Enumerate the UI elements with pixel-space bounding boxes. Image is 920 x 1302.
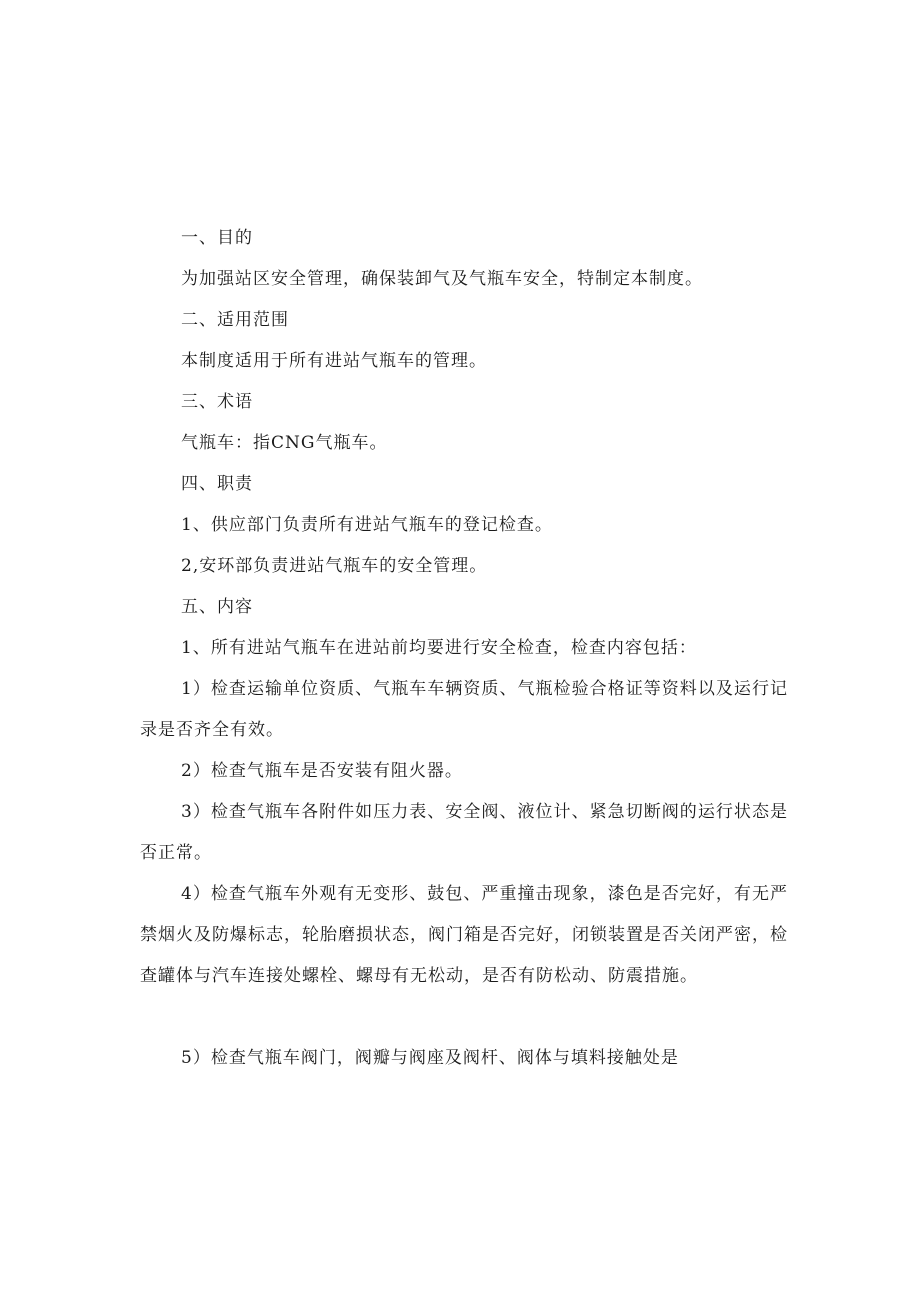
check-item-appearance: 4）检查气瓶车外观有无变形、鼓包、严重撞击现象，漆色是否完好，有无严禁烟火及防爆标志，轮胎磨损状态，阀门箱是否完好，闭锁装置是否关闭严密，检查罐体与汽车连接处螺栓、螺母有无松动，是否有防松动、防震措施。: [140, 884, 788, 986]
section-heading-terms: 三、术语: [181, 392, 253, 412]
check-item-accessories: 3）检查气瓶车各附件如压力表、安全阀、液位计、紧急切断阀的运行状态是否正常。: [140, 802, 788, 863]
check-item-flame-arrester: 2）检查气瓶车是否安装有阻火器。: [181, 761, 463, 781]
duty-item-supply: 1、供应部门负责所有进站气瓶车的登记检查。: [181, 515, 553, 535]
check-item-valves: 5）检查气瓶车阀门，阀瓣与阀座及阀杆、阀体与填料接触处是: [181, 1048, 679, 1068]
section-heading-duties: 四、职责: [181, 474, 253, 494]
check-item-documents: 1）检查运输单位资质、气瓶车车辆资质、气瓶检验合格证等资料以及运行记录是否齐全有效。: [140, 679, 788, 740]
section-heading-content: 五、内容: [181, 597, 253, 617]
section-heading-purpose: 一、目的: [181, 228, 253, 248]
section-heading-scope: 二、适用范围: [181, 310, 289, 330]
section-body-scope: 本制度适用于所有进站气瓶车的管理。: [181, 351, 487, 371]
section-body-terms: 气瓶车：指CNG气瓶车。: [181, 433, 388, 453]
content-intro: 1、所有进站气瓶车在进站前均要进行安全检查，检查内容包括：: [181, 638, 697, 658]
duty-item-safety: 2,安环部负责进站气瓶车的安全管理。: [181, 556, 488, 576]
section-body-purpose: 为加强站区安全管理，确保装卸气及气瓶车安全，特制定本制度。: [181, 269, 703, 289]
document-body: [140, 218, 788, 1079]
